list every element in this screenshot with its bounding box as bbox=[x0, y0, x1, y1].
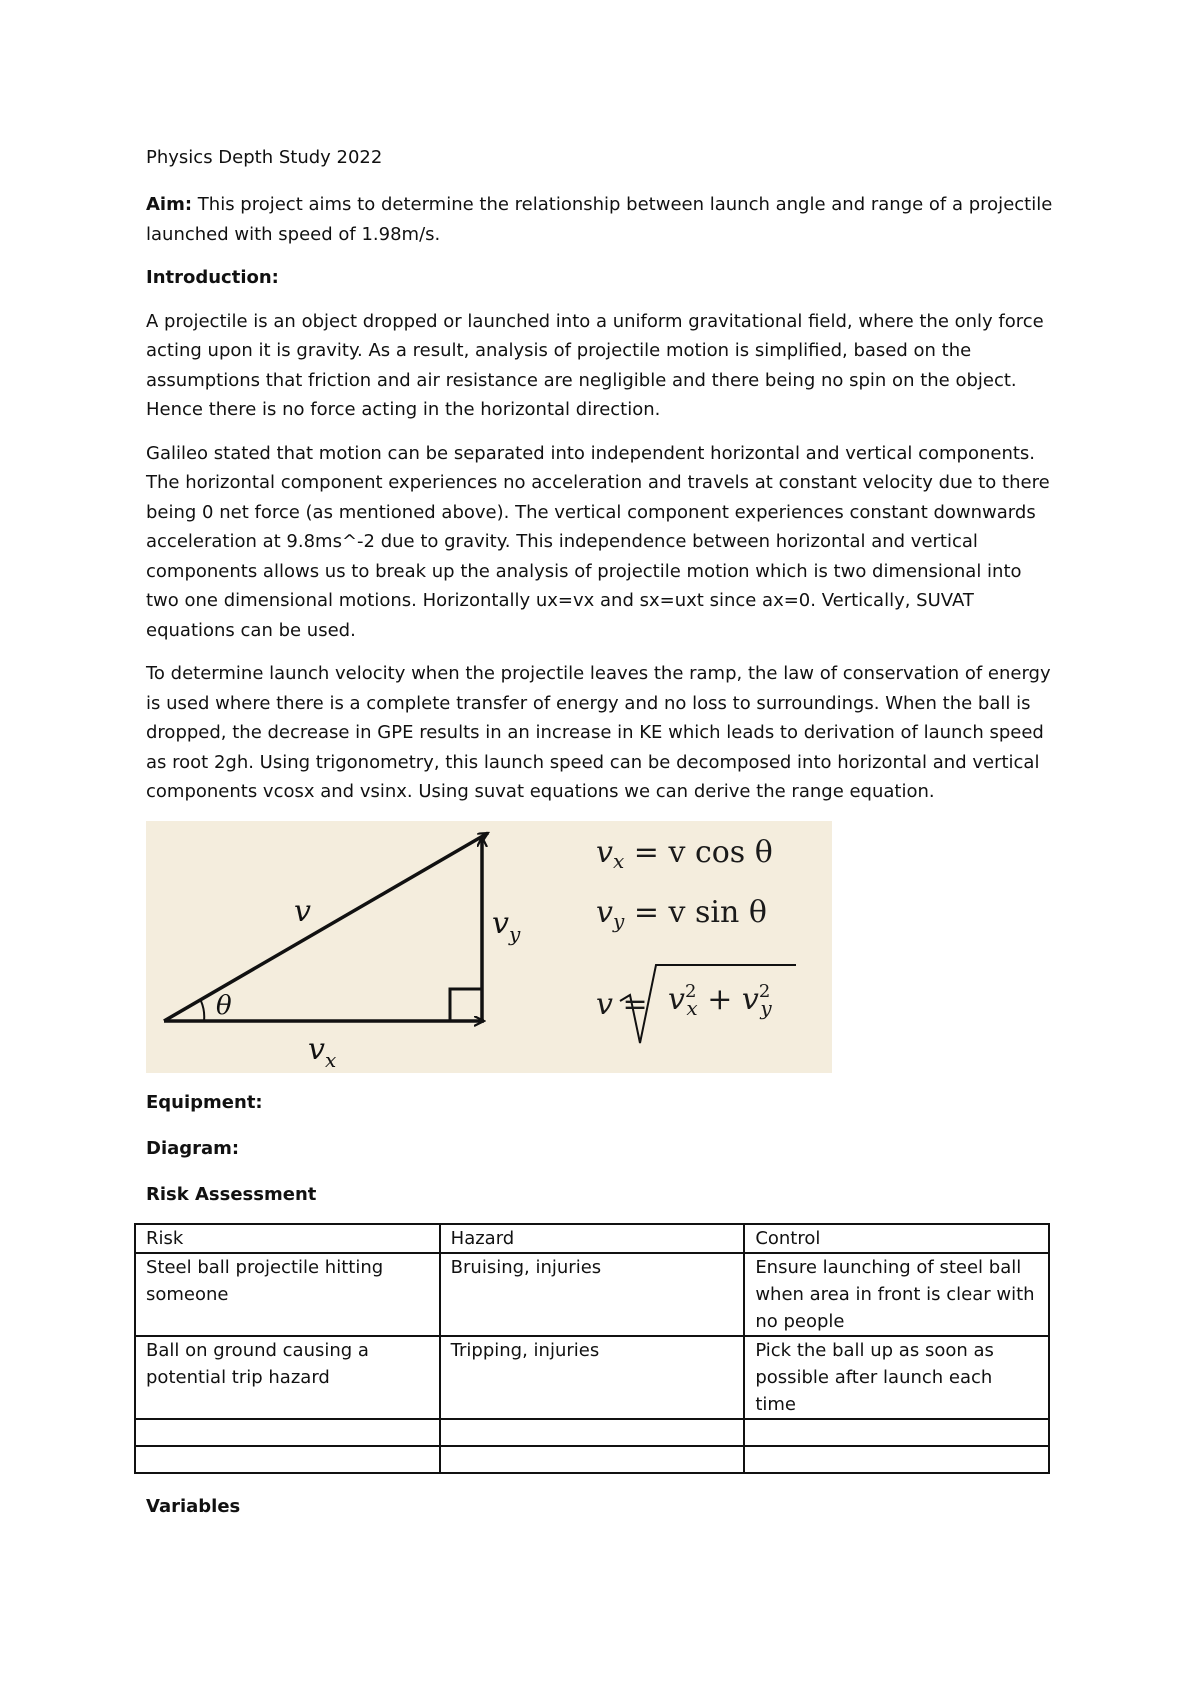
table-cell: Steel ball projectile hitting someone bbox=[135, 1253, 440, 1336]
table-cell bbox=[135, 1419, 440, 1446]
header-hazard: Hazard bbox=[440, 1224, 745, 1253]
diagram-heading: Diagram: bbox=[146, 1137, 240, 1159]
table-cell bbox=[135, 1446, 440, 1473]
table-row bbox=[135, 1253, 1049, 1336]
risk-assessment-heading: Risk Assessment bbox=[146, 1183, 317, 1205]
v-vector-arrow bbox=[164, 833, 488, 1021]
equation-v-magnitude: v = bbox=[596, 986, 648, 1022]
table-cell bbox=[744, 1446, 1049, 1473]
vx-label: $v_x$ bbox=[308, 1031, 337, 1072]
intro-paragraph-1: A projectile is an object dropped or launched into a uniform gravitational field, where the only force acting upon it is gravity. As a result, analysis of projectile motion is simplified, based on the assumptions that friction and air resistance are negligible and there being no spin on the object. Hence there is no force acting in the horizontal direction. bbox=[146, 310, 1044, 420]
intro-paragraph-2: Galileo stated that motion can be separated into independent horizontal and vertical components. The horizontal component experiences no acceleration and travels at constant velocity due to there being 0 net force (as mentioned above). The vertical component experiences constant downwards acceleration at 9.8ms^-2 due to gravity. This independence between horizontal and vertical components allows us to break up the analysis of projectile motion which is two dimensional into two one dimensional motions. Horizontally ux=vx and sx=uxt since ax=0. Vertically, SUVAT equations can be used. bbox=[146, 442, 1050, 641]
theta-label: θ bbox=[216, 990, 232, 1021]
table-cell bbox=[440, 1419, 745, 1446]
aim-text: This project aims to determine the relationship between launch angle and range of a projectile launched with speed of 1.98m/s. bbox=[146, 194, 1053, 245]
v-label: v bbox=[294, 893, 311, 929]
table-cell: Ball on ground causing a potential trip hazard bbox=[135, 1336, 440, 1419]
table-cell: Pick the ball up as soon as possible after launch each time bbox=[744, 1336, 1049, 1419]
variables-heading: Variables bbox=[146, 1495, 241, 1517]
table-cell: Bruising, injuries bbox=[440, 1253, 745, 1336]
table-cell bbox=[440, 1446, 745, 1473]
table-row bbox=[135, 1419, 1049, 1446]
aim-label: Aim: bbox=[146, 194, 193, 215]
equation-root-terms: $v^2_x + v^2_y$ bbox=[668, 980, 772, 1020]
risk-table-wrapper bbox=[146, 1223, 1056, 1449]
table-cell bbox=[744, 1419, 1049, 1446]
angle-arc bbox=[201, 1001, 204, 1021]
aim-paragraph bbox=[146, 190, 1056, 249]
velocity-components-figure bbox=[146, 821, 832, 1073]
equation-vy: $v_y = v$ sin θ bbox=[596, 894, 767, 933]
table-row bbox=[135, 1336, 1049, 1419]
document-page bbox=[146, 146, 1056, 1541]
table-header-row bbox=[135, 1224, 1049, 1253]
header-risk: Risk bbox=[135, 1224, 440, 1253]
intro-paragraph-3: To determine launch velocity when the projectile leaves the ramp, the law of conservation of energy is used where there is a complete transfer of energy and no loss to surroundings. When the ball is dropped, the decrease in GPE results in an increase in KE which leads to derivation of launch speed as root 2gh. Using trigonometry, this launch speed can be decomposed into horizontal and vertical components vcosx and vsinx. Using suvat equations we can derive the range equation. bbox=[146, 663, 1051, 802]
right-angle-marker bbox=[450, 989, 482, 1021]
vy-label: $v_y$ bbox=[492, 905, 521, 946]
equation-vx: $v_x = v$ cos θ bbox=[596, 834, 773, 873]
equipment-heading: Equipment: bbox=[146, 1091, 263, 1113]
table-cell: Tripping, injuries bbox=[440, 1336, 745, 1419]
introduction-heading: Introduction: bbox=[146, 267, 279, 288]
header-control: Control bbox=[744, 1224, 1049, 1253]
table-row bbox=[135, 1446, 1049, 1473]
document-title: Physics Depth Study 2022 bbox=[146, 147, 383, 168]
risk-assessment-table bbox=[134, 1223, 1050, 1474]
table-cell: Ensure launching of steel ball when area in front is clear with no people bbox=[744, 1253, 1049, 1336]
